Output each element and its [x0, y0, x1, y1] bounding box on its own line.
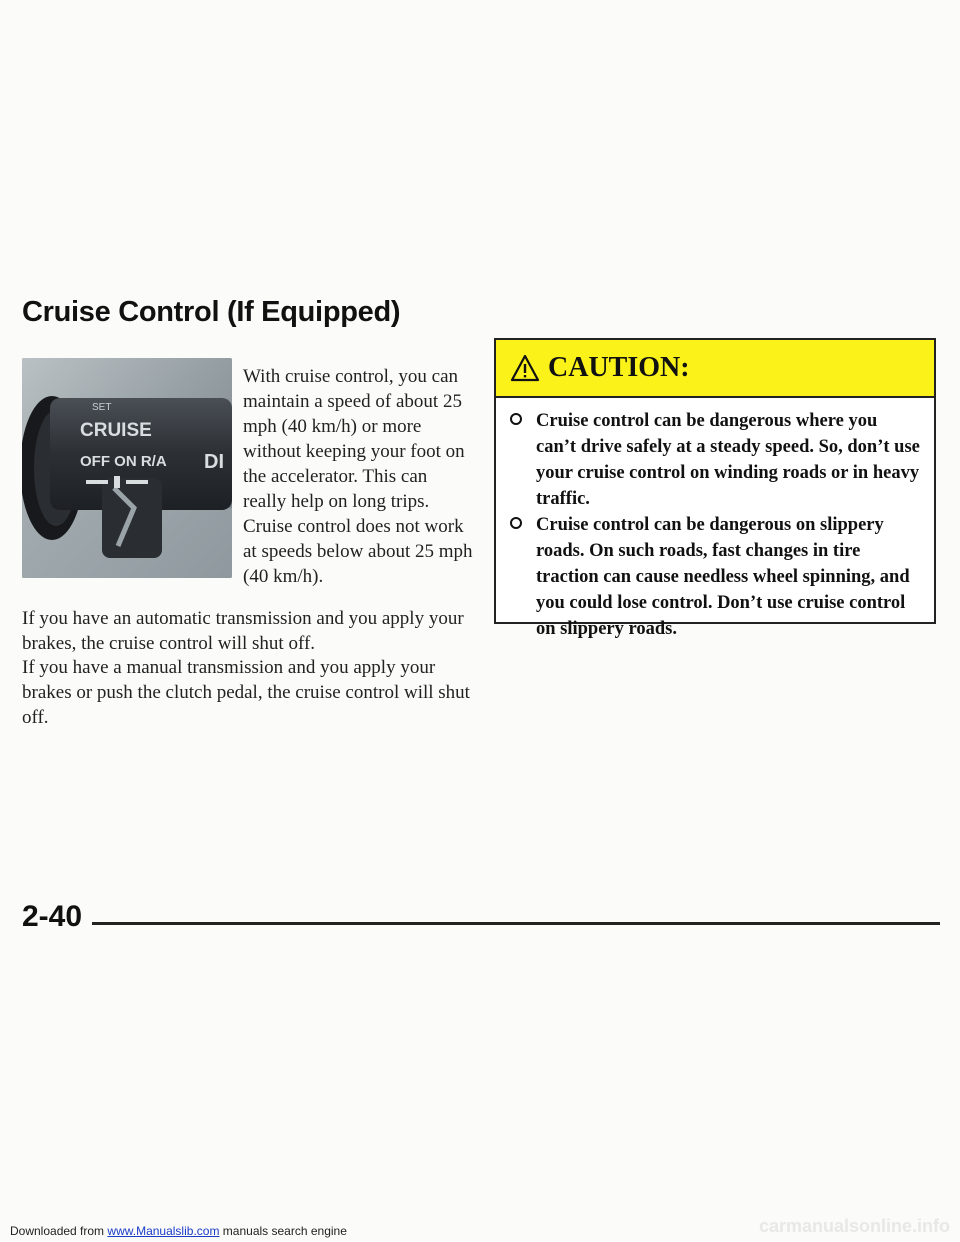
photo-label-edge: DI	[204, 451, 224, 473]
footer-prefix: Downloaded from	[10, 1224, 105, 1238]
photo-label-set: SET	[92, 402, 112, 413]
caution-title: CAUTION:	[548, 352, 690, 383]
caution-header	[496, 340, 934, 398]
watermark: carmanualsonline.info	[758, 1216, 950, 1236]
bullet-icon	[510, 517, 522, 529]
photo-label-modes: OFF ON R/A	[80, 453, 167, 470]
caution-item	[510, 408, 920, 512]
download-footer	[10, 1224, 347, 1238]
bullet-icon	[510, 413, 522, 425]
photo-label-cruise: CRUISE	[80, 420, 152, 441]
caution-item-text: Cruise control can be dangerous on slippery roads. On such roads, fast changes in tire traction can cause needless wheel spinning, and you could lose control. Don’t use cruise control on slippery roads.	[536, 515, 910, 639]
caution-item-text: Cruise control can be dangerous where you can’t drive safely at a steady speed. So, don’t use your cruise control on winding roads or in heavy traffic.	[536, 411, 920, 509]
automatic-transmission-paragraph: If you have an automatic transmission and you apply your brakes, the cruise control will shut off.	[22, 608, 464, 654]
cruise-control-stalk-photo	[22, 358, 232, 578]
footer-suffix: manuals search engine	[222, 1224, 347, 1238]
manualslib-link[interactable]: www.Manualslib.com	[107, 1224, 220, 1238]
caution-item	[510, 512, 920, 642]
caution-list	[496, 398, 934, 642]
intro-paragraph: With cruise control, you can maintain a speed of about 25 mph (40 km/h) or more without keeping your foot on the accelerator. This can really help on long trips. Cruise control does not work at speeds below about 25 mph (40 km/h).	[243, 366, 473, 587]
warning-triangle-icon	[510, 354, 540, 382]
cruise-control-stalk-illustration	[22, 358, 232, 578]
manual-transmission-paragraph: If you have a manual transmission and you apply your brakes or push the clutch pedal, the cruise control will shut off.	[22, 657, 470, 728]
page-rule	[92, 922, 940, 925]
page-number: 2-40	[22, 900, 83, 933]
section-title: Cruise Control (If Equipped)	[22, 296, 401, 328]
caution-box	[494, 338, 936, 639]
